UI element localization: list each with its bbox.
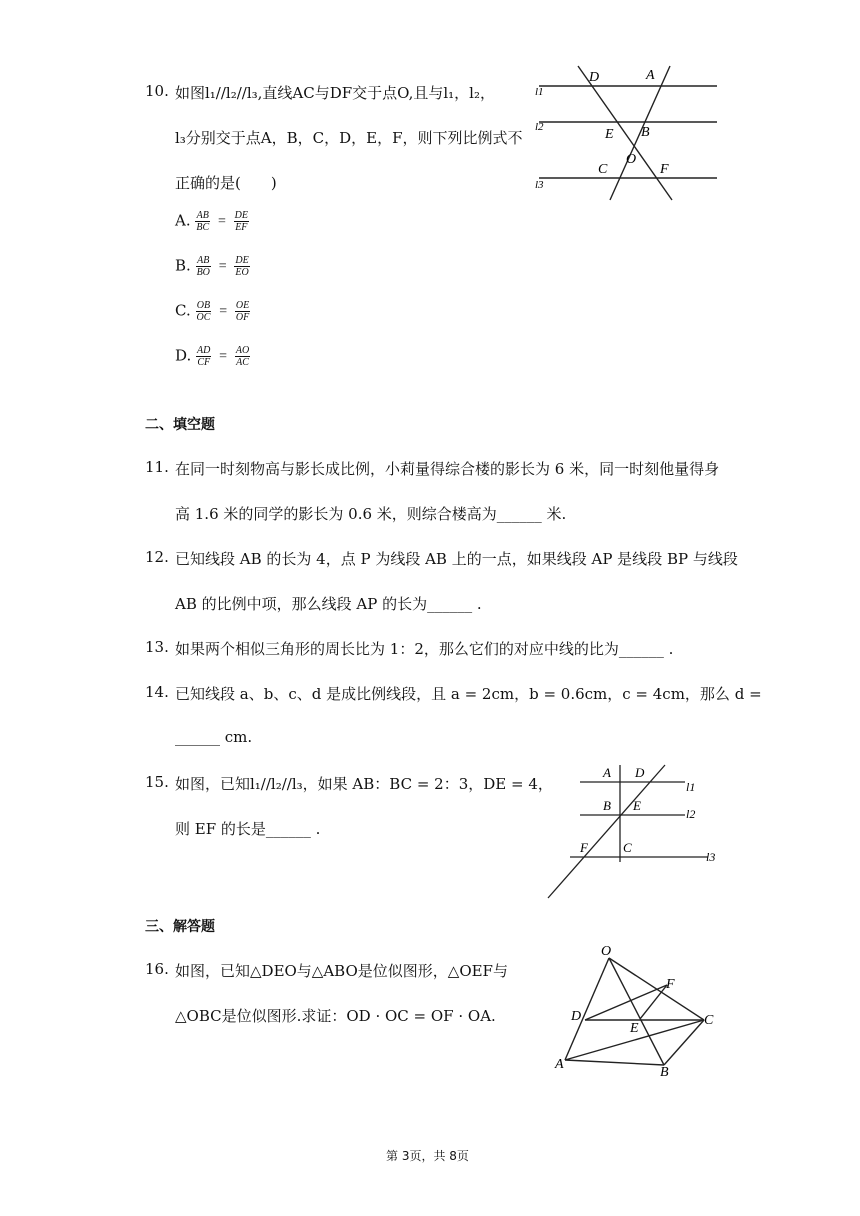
q10-number: 10. [145,82,169,100]
section-heading-fill-in: 二、填空题 [145,417,215,433]
point-label: F [580,840,588,855]
point-label: F [660,162,669,177]
point-label: F [666,977,675,992]
line-label: l3 [706,850,716,864]
point-label: B [641,125,650,140]
fraction-left: $\frac{AD}{CF}$ [197,345,211,368]
point-label: A [603,765,611,780]
q16-number: 16. [145,960,169,978]
option-letter: B. [175,256,191,275]
q15-figure [540,760,722,902]
section-heading-answer: 三、解答题 [145,919,215,935]
fraction-left: $\frac{AB}{BO}$ [196,255,210,278]
option-letter: D. [175,346,192,365]
q10-option-d: D. $\frac{AD}{CF}$ = $\frac{AO}{AC}$ [175,345,250,368]
q15-text-line2: 则 EF 的长是______ . [175,820,321,838]
q10-text-line2: l₃分别交于点A，B，C，D，E，F，则下列比例式不 [175,129,523,147]
q14-number: 14. [145,683,169,701]
point-label: O [626,152,637,167]
line-label: l3 [535,179,544,191]
q15-text-line1: 如图，已知l₁//l₂//l₃，如果 AB：BC = 2：3，DE = 4， [175,775,553,793]
point-label: E [630,1021,639,1036]
q14-text-line1: 已知线段 a、b、c、d 是成比例线段，且 a = 2cm，b = 0.6cm，c = 4cm，那么 d = [175,685,762,703]
fraction-right: $\frac{AO}{AC}$ [235,345,250,368]
q14-text-line2: ______ cm. [175,728,253,746]
q10-option-c: C. $\frac{OB}{OC}$ = $\frac{OE}{OF}$ [175,300,250,323]
fraction-right: $\frac{DE}{EF}$ [234,210,248,233]
q13-text-line1: 如果两个相似三角形的周长比为 1：2，那么它们的对应中线的比为______ . [175,640,674,658]
point-label: E [633,798,641,813]
option-letter: A. [175,211,191,230]
q16-text-line1: 如图，已知△DEO与△ABO是位似图形，△OEF与 [175,962,508,980]
point-label: D [571,1009,582,1024]
point-label: C [623,840,632,855]
q11-text-line1: 在同一时刻物高与影长成比例，小莉量得综合楼的影长为 6 米，同一时刻他量得身 [175,460,720,478]
fraction-left: $\frac{OB}{OC}$ [196,300,211,323]
option-letter: C. [175,301,191,320]
point-label: B [660,1065,669,1080]
point-label: A [646,68,655,83]
fraction-right: $\frac{DE}{EO}$ [235,255,249,278]
point-label: A [555,1057,564,1072]
q15-number: 15. [145,773,169,791]
point-label: D [635,765,645,780]
point-label: C [704,1013,714,1028]
q12-number: 12. [145,548,169,566]
line-label: l1 [535,86,544,98]
line-label: l1 [686,780,696,794]
q12-text-line1: 已知线段 AB 的长为 4，点 P 为线段 AB 上的一点，如果线段 AP 是线段 BP 与线段 [175,550,738,568]
point-label: B [603,798,611,813]
q10-text-line1: 如图l₁//l₂//l₃,直线AC与DF交于点O,且与l₁，l₂， [175,84,495,102]
q11-text-line2: 高 1.6 米的同学的影长为 0.6 米，则综合楼高为______ 米. [175,505,567,523]
q10-option-b: B. $\frac{AB}{BO}$ = $\frac{DE}{EO}$ [175,255,249,278]
line-label: l2 [535,121,544,133]
q16-figure [552,940,724,1080]
point-label: O [601,944,612,959]
q12-text-line2: AB 的比例中项，那么线段 AP 的长为______ . [175,595,482,613]
fraction-right: $\frac{OE}{OF}$ [235,300,250,323]
page-footer: 第 3页，共 8页 [386,1149,469,1163]
point-label: C [598,162,608,177]
point-label: E [605,127,614,142]
q10-text-line3: 正确的是( ) [175,174,277,192]
q11-number: 11. [145,458,169,476]
q10-option-a: A. $\frac{AB}{BC}$ = $\frac{DE}{EF}$ [175,210,248,233]
point-label: D [589,70,600,85]
q16-text-line2: △OBC是位似图形.求证：OD · OC = OF · OA. [175,1007,496,1025]
q13-number: 13. [145,638,169,656]
fraction-left: $\frac{AB}{BC}$ [196,210,210,233]
q10-figure [525,60,725,205]
line-label: l2 [686,807,696,821]
